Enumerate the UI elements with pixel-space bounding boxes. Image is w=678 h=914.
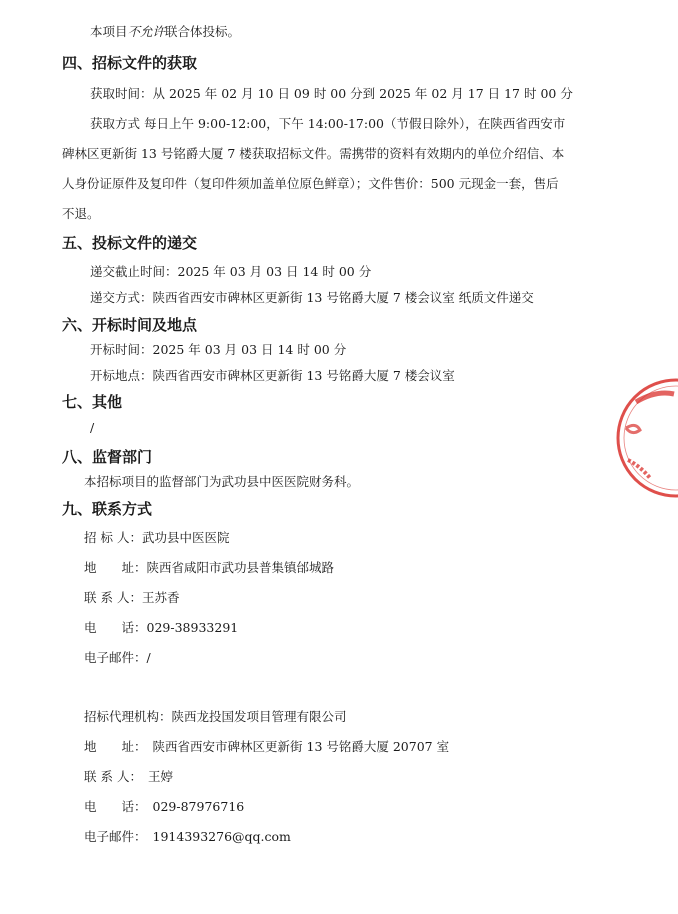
tenderer-name: 武功县中医医院	[141, 530, 230, 545]
sec5-method: 递交方式：陕西省西安市碑林区更新街 13 号铭爵大厦 7 楼会议室 纸质文件递交	[90, 290, 534, 305]
tenderer-contact: 王苏香	[141, 590, 180, 605]
intro-line	[90, 24, 240, 40]
section5-title: 五、投标文件的递交	[62, 234, 198, 252]
sec4-method-l4: 不退。	[62, 206, 100, 221]
agent-name-label: 招标代理机构：	[84, 709, 172, 724]
tenderer-email-row	[84, 650, 151, 666]
agent-email-row	[84, 829, 291, 845]
agent-addr: 陕西省西安市碑林区更新街 13 号铭爵大厦 20707 室	[152, 739, 450, 754]
agent-name: 陕西龙投国发项目管理有限公司	[171, 709, 347, 724]
sec6-place: 开标地点：陕西省西安市碑林区更新街 13 号铭爵大厦 7 楼会议室	[90, 368, 455, 383]
sec7-content: /	[90, 420, 95, 435]
section4-title: 四、招标文件的获取	[62, 54, 198, 72]
tenderer-phone: 029-38933291	[146, 620, 239, 635]
section7-title: 七、其他	[62, 393, 123, 411]
agent-addr-label: 地 址：	[84, 739, 147, 754]
sec4-time: 获取时间：从 2025 年 02 月 10 日 09 时 00 分到 2025 年 02 月 17 日 17 时 00 分	[90, 86, 573, 101]
intro-suffix: 联合体投标。	[165, 24, 241, 39]
tenderer-addr: 陕西省咸阳市武功县普集镇邰城路	[146, 560, 335, 575]
section9-title: 九、联系方式	[62, 500, 153, 518]
agent-phone-label: 电 话：	[84, 799, 147, 814]
sec4-method-l1: 获取方式 每日上午 9:00-12:00，下午 14:00-17:00（节假日除外），在陕西省西安市	[90, 116, 566, 131]
sec4-method-l2: 碑林区更新街 13 号铭爵大厦 7 楼获取招标文件。需携带的资料有效期内的单位介绍信、本	[62, 146, 565, 161]
agent-contact-label: 联 系 人：	[84, 769, 142, 784]
section8-title: 八、监督部门	[62, 448, 153, 466]
agent-contact-row	[84, 769, 173, 785]
tenderer-name-row	[84, 530, 229, 546]
intro-emphasis: 不允许	[127, 24, 166, 39]
tenderer-contact-row	[84, 590, 179, 606]
section6-title: 六、开标时间及地点	[62, 316, 198, 334]
agent-phone-row	[84, 799, 244, 815]
tenderer-addr-row	[84, 560, 334, 576]
agent-contact: 王婷	[147, 769, 173, 784]
sec5-deadline: 递交截止时间：2025 年 03 月 03 日 14 时 00 分	[90, 264, 372, 279]
official-seal-stamp	[616, 372, 678, 504]
tenderer-phone-label: 电 话：	[84, 620, 147, 635]
agent-phone: 029-87976716	[152, 799, 245, 814]
tenderer-addr-label: 地 址：	[84, 560, 147, 575]
agent-addr-row	[84, 739, 449, 755]
agent-name-row	[84, 709, 347, 725]
tenderer-email-label: 电子邮件：	[84, 650, 147, 665]
intro-prefix: 本项目	[90, 24, 128, 39]
sec8-content: 本招标项目的监督部门为武功县中医医院财务科。	[84, 474, 360, 489]
sec6-time: 开标时间：2025 年 03 月 03 日 14 时 00 分	[90, 342, 347, 357]
tenderer-contact-label: 联 系 人：	[84, 590, 142, 605]
tenderer-email: /	[146, 650, 151, 665]
tenderer-phone-row	[84, 620, 238, 636]
tenderer-name-label: 招 标 人：	[84, 530, 142, 545]
agent-email-label: 电子邮件：	[84, 829, 147, 844]
agent-email: 1914393276@qq.com	[152, 829, 291, 844]
sec4-method-l3: 人身份证原件及复印件（复印件须加盖单位原色鲜章）；文件售价：500 元现金一套，售后	[62, 176, 559, 191]
